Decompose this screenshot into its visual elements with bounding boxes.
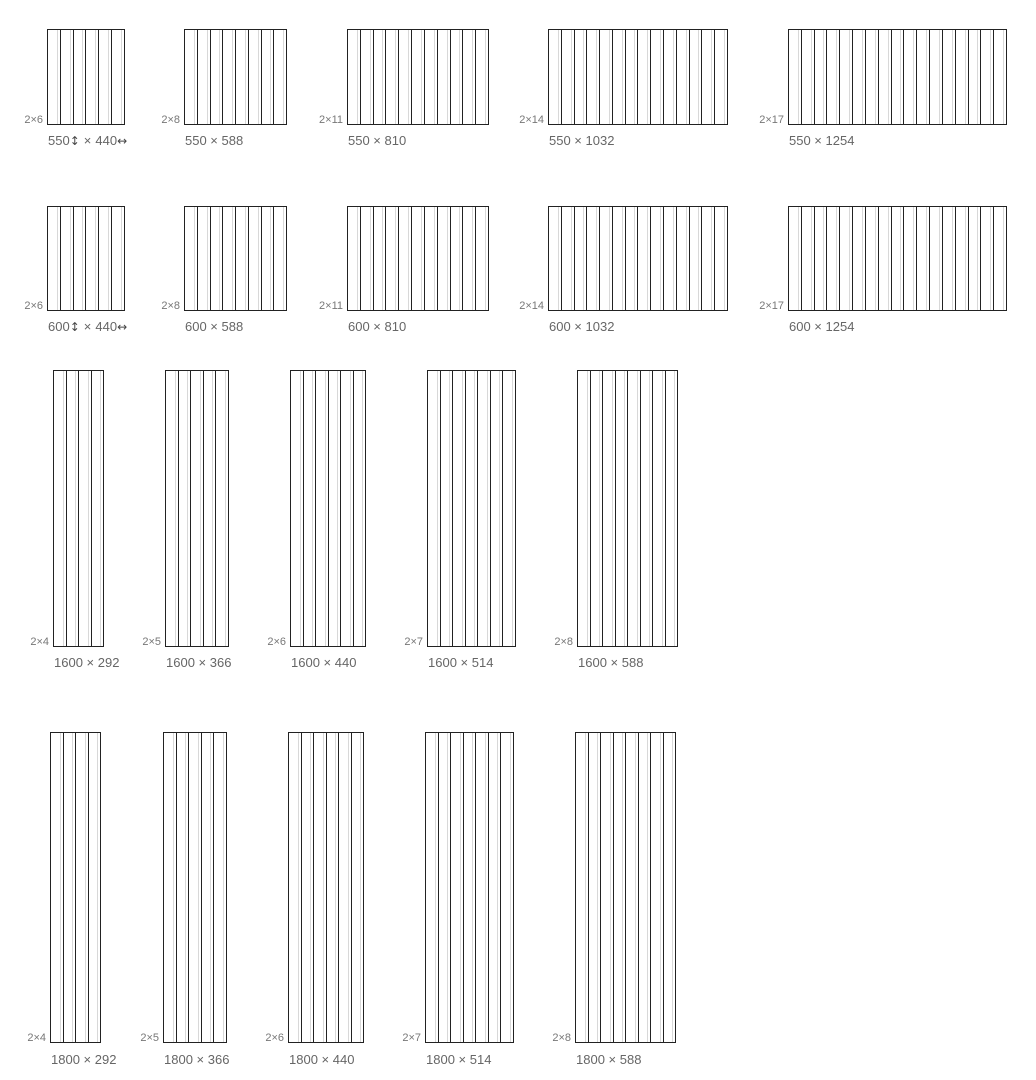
radiator-section	[236, 207, 249, 310]
radiator-section	[361, 30, 374, 124]
radiator-section	[189, 733, 202, 1042]
radiator-diagram	[165, 370, 229, 647]
radiator-section	[917, 207, 930, 310]
radiator-section	[575, 207, 588, 310]
dimensions-label: 1800 × 588	[576, 1052, 642, 1067]
dimensions-label: 1600 × 514	[428, 655, 494, 670]
radiator-section	[892, 207, 905, 310]
radiator-section	[67, 371, 80, 646]
section-config-label: 2×11	[319, 300, 343, 312]
radiator-section	[715, 207, 728, 310]
dimensions-label: 1600 × 588	[578, 655, 644, 670]
radiator-diagram	[47, 29, 125, 125]
section-config-label: 2×4	[27, 1032, 46, 1044]
radiator-section	[211, 30, 224, 124]
radiator-section	[214, 733, 227, 1042]
radiator-section	[249, 207, 262, 310]
radiator-section	[198, 207, 211, 310]
radiator-section	[549, 30, 562, 124]
radiator-section	[463, 207, 476, 310]
radiator-section	[476, 207, 489, 310]
section-config-label: 2×7	[402, 1032, 421, 1044]
radiator-section	[628, 371, 641, 646]
radiator-section	[386, 30, 399, 124]
radiator-section	[166, 371, 179, 646]
radiator-section	[289, 733, 302, 1042]
radiator-diagram	[347, 29, 489, 125]
radiator-section	[61, 30, 74, 124]
radiator-section	[48, 30, 61, 124]
section-config-label: 2×5	[142, 636, 161, 648]
radiator-section	[204, 371, 217, 646]
radiator-section	[223, 30, 236, 124]
radiator-section	[501, 733, 514, 1042]
radiator-section	[476, 30, 489, 124]
radiator-diagram	[425, 732, 514, 1043]
radiator-section	[74, 207, 87, 310]
dimensions-label	[48, 133, 127, 148]
section-config-label: 2×8	[161, 300, 180, 312]
radiator-section	[439, 733, 452, 1042]
radiator-section	[866, 30, 879, 124]
dimensions-label: 600 × 810	[348, 319, 407, 334]
radiator-section	[853, 30, 866, 124]
radiator-section	[664, 30, 677, 124]
section-config-label: 2×17	[759, 300, 784, 312]
radiator-section	[600, 30, 613, 124]
radiator-section	[641, 371, 654, 646]
radiator-section	[425, 207, 438, 310]
radiator-section	[917, 30, 930, 124]
radiator-section	[575, 30, 588, 124]
section-config-label: 2×6	[267, 636, 286, 648]
radiator-section	[464, 733, 477, 1042]
radiator-section	[789, 207, 802, 310]
radiator-section	[441, 371, 454, 646]
radiator-diagram	[47, 206, 125, 311]
radiator-section	[202, 733, 215, 1042]
dimensions-label: 1800 × 292	[51, 1052, 117, 1067]
radiator-section	[930, 30, 943, 124]
dimensions-label: 1800 × 440	[289, 1052, 355, 1067]
radiator-section	[164, 733, 177, 1042]
dimensions-label: 550 × 810	[348, 133, 407, 148]
radiator-section	[399, 30, 412, 124]
dimensions-label: 1600 × 366	[166, 655, 232, 670]
radiator-section	[179, 371, 192, 646]
radiator-section	[677, 30, 690, 124]
radiator-section	[463, 30, 476, 124]
radiator-section	[112, 30, 125, 124]
radiator-diagram	[184, 206, 287, 311]
radiator-section	[651, 733, 664, 1042]
radiator-section	[348, 207, 361, 310]
radiator-section	[715, 30, 728, 124]
radiator-section	[702, 207, 715, 310]
radiator-section	[262, 30, 275, 124]
times-separator: ×	[83, 319, 92, 334]
radiator-section	[274, 207, 287, 310]
radiator-diagram	[788, 206, 1007, 311]
radiator-section	[702, 30, 715, 124]
radiator-section	[74, 30, 87, 124]
radiator-diagram	[788, 29, 1007, 125]
radiator-section	[651, 30, 664, 124]
radiator-section	[690, 30, 703, 124]
radiator-section	[48, 207, 61, 310]
radiator-section	[198, 30, 211, 124]
radiator-section	[943, 30, 956, 124]
dimensions-label: 1600 × 440	[291, 655, 357, 670]
radiator-diagram	[50, 732, 101, 1043]
radiator-diagram	[163, 732, 227, 1043]
radiator-section	[302, 733, 315, 1042]
radiator-section	[412, 207, 425, 310]
radiator-section	[236, 30, 249, 124]
radiator-section	[943, 207, 956, 310]
radiator-section	[223, 207, 236, 310]
radiator-section	[587, 207, 600, 310]
section-config-label: 2×8	[552, 1032, 571, 1044]
radiator-section	[930, 207, 943, 310]
radiator-section	[576, 733, 589, 1042]
radiator-section	[956, 30, 969, 124]
section-config-label: 2×6	[24, 300, 43, 312]
radiator-section	[64, 733, 77, 1042]
radiator-section	[451, 30, 464, 124]
radiator-diagram	[347, 206, 489, 311]
radiator-section	[451, 733, 464, 1042]
radiator-section	[489, 733, 502, 1042]
radiator-section	[476, 733, 489, 1042]
radiator-section	[587, 30, 600, 124]
radiator-diagram	[290, 370, 366, 647]
radiator-section	[374, 207, 387, 310]
radiator-section	[690, 207, 703, 310]
vertical-double-arrow-icon: ↕	[69, 320, 80, 334]
radiator-section	[262, 207, 275, 310]
radiator-section	[339, 733, 352, 1042]
vertical-double-arrow-icon: ↕	[69, 134, 80, 148]
radiator-section	[603, 371, 616, 646]
radiator-section	[969, 207, 982, 310]
radiator-section	[99, 207, 112, 310]
radiator-section	[249, 30, 262, 124]
radiator-section	[428, 371, 441, 646]
radiator-diagram	[184, 29, 287, 125]
dimensions-label: 1600 × 292	[54, 655, 120, 670]
radiator-diagram	[53, 370, 104, 647]
radiator-section	[86, 30, 99, 124]
radiator-section	[616, 371, 629, 646]
radiator-section	[853, 207, 866, 310]
radiator-section	[994, 30, 1007, 124]
radiator-section	[840, 207, 853, 310]
radiator-section	[491, 371, 504, 646]
section-config-label: 2×11	[319, 114, 343, 126]
radiator-diagram	[548, 29, 728, 125]
radiator-section	[329, 371, 342, 646]
radiator-section	[191, 371, 204, 646]
radiator-section	[601, 733, 614, 1042]
radiator-section	[956, 207, 969, 310]
radiator-section	[386, 207, 399, 310]
radiator-section	[314, 733, 327, 1042]
radiator-section	[651, 207, 664, 310]
dimensions-label: 600 × 1254	[789, 319, 855, 334]
radiator-section	[613, 30, 626, 124]
section-config-label: 2×14	[519, 300, 544, 312]
radiator-section	[216, 371, 229, 646]
radiator-section	[626, 207, 639, 310]
radiator-section	[600, 207, 613, 310]
radiator-section	[399, 207, 412, 310]
radiator-section	[653, 371, 666, 646]
radiator-section	[562, 30, 575, 124]
radiator-section	[638, 207, 651, 310]
height-value: 550	[48, 133, 70, 148]
radiator-section	[352, 733, 365, 1042]
radiator-section	[478, 371, 491, 646]
radiator-section	[99, 30, 112, 124]
radiator-diagram	[575, 732, 676, 1043]
radiator-section	[677, 207, 690, 310]
radiator-section	[589, 733, 602, 1042]
radiator-diagram	[548, 206, 728, 311]
section-config-label: 2×8	[554, 636, 573, 648]
radiator-section	[291, 371, 304, 646]
radiator-section	[51, 733, 64, 1042]
radiator-section	[827, 207, 840, 310]
radiator-section	[451, 207, 464, 310]
section-config-label: 2×6	[265, 1032, 284, 1044]
radiator-section	[613, 207, 626, 310]
radiator-section	[614, 733, 627, 1042]
radiator-section	[639, 733, 652, 1042]
radiator-section	[211, 207, 224, 310]
radiator-section	[304, 371, 317, 646]
dimensions-label: 1800 × 514	[426, 1052, 492, 1067]
radiator-section	[866, 207, 879, 310]
radiator-section	[879, 30, 892, 124]
dimensions-label: 600 × 1032	[549, 319, 615, 334]
radiator-section	[86, 207, 99, 310]
width-value: 440	[95, 319, 118, 334]
radiator-section	[438, 207, 451, 310]
radiator-section	[904, 207, 917, 310]
radiator-section	[664, 733, 677, 1042]
radiator-section	[815, 30, 828, 124]
section-config-label: 2×17	[759, 114, 784, 126]
horizontal-double-arrow-icon: ↔	[117, 134, 128, 148]
radiator-section	[425, 30, 438, 124]
dimensions-label: 600 × 588	[185, 319, 244, 334]
radiator-section	[354, 371, 367, 646]
dimensions-label: 550 × 1254	[789, 133, 855, 148]
radiator-section	[466, 371, 479, 646]
radiator-section	[438, 30, 451, 124]
dimensions-label: 550 × 588	[185, 133, 244, 148]
radiator-section	[666, 371, 679, 646]
section-config-label: 2×8	[161, 114, 180, 126]
radiator-section	[89, 733, 102, 1042]
times-separator: ×	[83, 133, 92, 148]
radiator-diagram	[288, 732, 364, 1043]
radiator-section	[185, 30, 198, 124]
radiator-diagram	[577, 370, 678, 647]
radiator-section	[348, 30, 361, 124]
radiator-section	[61, 207, 74, 310]
radiator-section	[374, 30, 387, 124]
radiator-section	[815, 207, 828, 310]
section-config-label: 2×7	[404, 636, 423, 648]
radiator-section	[112, 207, 125, 310]
dimensions-label: 550 × 1032	[549, 133, 615, 148]
radiator-section	[892, 30, 905, 124]
radiator-section	[664, 207, 677, 310]
radiator-section	[453, 371, 466, 646]
radiator-section	[54, 371, 67, 646]
radiator-section	[638, 30, 651, 124]
radiator-diagram	[427, 370, 516, 647]
radiator-section	[879, 207, 892, 310]
radiator-section	[994, 207, 1007, 310]
radiator-section	[969, 30, 982, 124]
radiator-section	[802, 30, 815, 124]
section-config-label: 2×14	[519, 114, 544, 126]
radiator-section	[316, 371, 329, 646]
radiator-section	[341, 371, 354, 646]
radiator-section	[274, 30, 287, 124]
radiator-section	[412, 30, 425, 124]
height-value: 600	[48, 319, 70, 334]
radiator-section	[840, 30, 853, 124]
dimensions-label: 1800 × 366	[164, 1052, 230, 1067]
radiator-section	[549, 207, 562, 310]
radiator-section	[789, 30, 802, 124]
section-config-label: 2×5	[140, 1032, 159, 1044]
radiator-section	[76, 733, 89, 1042]
radiator-section	[981, 30, 994, 124]
radiator-section	[503, 371, 516, 646]
radiator-section	[981, 207, 994, 310]
radiator-section	[177, 733, 190, 1042]
radiator-section	[626, 733, 639, 1042]
radiator-section	[185, 207, 198, 310]
radiator-section	[562, 207, 575, 310]
radiator-section	[827, 30, 840, 124]
radiator-section	[591, 371, 604, 646]
radiator-section	[904, 30, 917, 124]
radiator-section	[802, 207, 815, 310]
radiator-section	[361, 207, 374, 310]
horizontal-double-arrow-icon: ↔	[117, 320, 128, 334]
section-config-label: 2×6	[24, 114, 43, 126]
radiator-section	[626, 30, 639, 124]
radiator-section	[426, 733, 439, 1042]
radiator-section	[578, 371, 591, 646]
radiator-section	[92, 371, 105, 646]
radiator-section	[327, 733, 340, 1042]
dimensions-label	[48, 319, 127, 334]
radiator-section	[79, 371, 92, 646]
section-config-label: 2×4	[30, 636, 49, 648]
width-value: 440	[95, 133, 118, 148]
